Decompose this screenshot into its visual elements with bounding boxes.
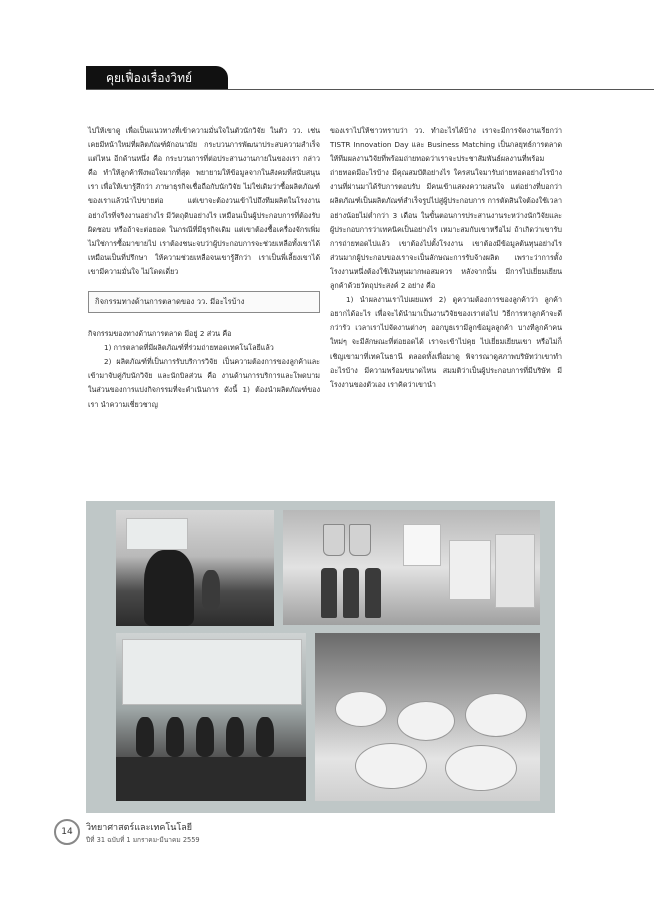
speaker-figure	[144, 550, 194, 626]
photo-food-showcase	[315, 633, 540, 801]
issue-info: ปีที่ 31 ฉบับที่ 1 มกราคม-มีนาคม 2559	[86, 836, 200, 844]
juice-glass	[323, 524, 345, 556]
list-item-2: 2) ผลิตภัณฑ์ที่เป็นการรับบริการวิจัย เป็นความต้องการของลูกค้าและเข้ามาจับคู่กับนักวิจัย และนักบิลส่วน คือ งานด้านการบริการและโพดบาม ในส่วนของการแบ่งกิจกรรมที่จะดำเนินการ ดังนี้ 1) ต้องนำผลิตภัณฑ์ของเรา นำความเชี่ยวชาญ	[88, 357, 320, 409]
backdrop-banner	[126, 518, 188, 550]
section-title: คุยเฟื่องเรื่องวิทย์	[106, 71, 193, 85]
product-box	[495, 534, 535, 608]
food-plate	[397, 701, 455, 741]
product-box	[403, 524, 441, 566]
juice-bottle	[343, 568, 359, 618]
audience	[116, 757, 306, 801]
panelist-figure	[256, 717, 274, 757]
juice-bottle	[365, 568, 381, 618]
panelist-figure	[136, 717, 154, 757]
header-rule	[86, 89, 654, 90]
magazine-title: วิทยาศาสตร์และเทคโนโลยี	[86, 823, 193, 833]
food-plate	[335, 691, 387, 727]
right-paragraph-1: ของเราไปให้ชาวทราบว่า วว. ทำอะไรได้บ้าง เราจะมีการจัดงานเรียกว่า TISTR Innovation Day และ Business Matching เป็นกลยุทธ์การตลาดให้ทีมผลงานวิจัยที่พร้อมถ่ายทอดว่าเราจะประชาสัมพันธ์ผลงานที่พร้อมถ่ายทอดมีอะไรบ้าง มีคุณสมบัติอย่างไร ใครสนใจมารับถ่ายทอดอย่างไรบ้าง งานที่ผ่านมาได้รับการตอบรับ มีคนเข้าแสดงความสนใจ แต่อย่างที่บอกว่า ผลิตภัณฑ์เป็นผลิตภัณฑ์สำเร็จรูปไปสู่ผู้ประกอบการ การตัดสินใจต้องใช้เวลาอย่างน้อยไม่ต่ำกว่า 3 เดือน ในขั้นตอนการประสานงานระหว่างนักวิจัยและผู้ประกอบการว่าเทคนิคเป็นอย่างไร เหมาะสมกับเขาหรือไม่ ถ้าเกิดว่าเขารับการถ่ายทอดไปแล้ว เขาต้องไปตั้งโรงงาน เขาต้องมีข้อมูลต้นทุนอย่างไร ส่วนมากผู้ประกอบของเราจะเป็นลักษณะการรับจ้างผลิต เพราะว่าการตั้งโรงงานหนึ่งต้องใช้เงินทุนมากพอสมควร หลังจากนั้น มีการไปเยี่ยมเยียนลูกค้าด้วยวัตถุประสงค์ 2 อย่าง คือ	[330, 126, 562, 291]
juice-glass	[349, 524, 371, 556]
food-plate	[445, 745, 517, 791]
microphone-cluster	[202, 570, 220, 610]
food-plate	[465, 693, 527, 737]
page-number-badge	[54, 819, 80, 845]
subheading-box	[88, 291, 320, 313]
photo-product-display	[283, 510, 540, 625]
page-number: 14	[61, 827, 73, 837]
panelist-figure	[196, 717, 214, 757]
left-column	[88, 124, 320, 412]
subheading: กิจกรรมทางด้านการตลาดของ วว. มีอะไรบ้าง	[95, 297, 245, 307]
photo-speaker-interview	[116, 510, 274, 626]
left-paragraph-2: กิจกรรมของทางด้านการตลาด มีอยู่ 2 ส่วน คือ	[88, 329, 232, 339]
panelist-figure	[166, 717, 184, 757]
product-box	[449, 540, 491, 600]
juice-bottle	[321, 568, 337, 618]
photo-panel-discussion	[116, 633, 306, 801]
event-banner	[122, 639, 302, 705]
food-plate	[355, 743, 427, 789]
section-header	[86, 66, 228, 90]
list-item-1: 1) การตลาดที่มีผลิตภัณฑ์ที่ร่วมถ่ายทอดเทคโนโลยีแล้ว	[104, 343, 274, 353]
right-paragraph-2: 1) นำผลงานเราไปเผยแพร่ 2) ดูความต้องการของลูกค้าว่า ลูกค้าอยากได้อะไร เพื่อจะได้นำมาเป็นงานวิจัยของเราต่อไป วิธีการหาลูกค้าจะดีกว่ารัว เวลาเราไปจัดงานต่างๆ ออกบูธเรามีลูกข้อมูลลูกค้า บางทีลูกค้าคนใหม่ๆ จะมีลักษณะที่ต่อยอดได้ เราจะเข้าไปคุย ไปเยี่ยมเยียนเขา หรือไม่ก็เชิญเขามาที่เทคโนธานี ตลอดทั้งเพื่อมาดู พิจารณาดูสภาพบริษัทว่าเขาทำอะไรบ้าง มีความพร้อมขนาดไหน สมมติว่าเป็นผู้ประกอบการที่มีบริษัท มีโรงงานของตัวเอง เราคิดว่าเขานำ	[330, 295, 562, 389]
left-paragraph-1: ไปให้เขาดู เพื่อเป็นแนวทางที่เข้าความมั่นใจในตัวนักวิจัย ในตัว วว. เช่น เคยมีหน้าใหม่ที่ผลิตภัณฑ์ผักอนามัย กระบวนการพัฒนาประสบความสำเร็จ แต่ไหน อีกด้านหนึ่ง คือ กระบวนการที่ต่อประสานงานภายในของเรา กล่าวคือ ทำให้ลูกค้าพึงพอใจมากที่สุด พยายามให้ข้อมูลจากในสังคมที่สนับสนุนเรา เพื่อให้เขารู้สึกว่า ภาษาธุรกิจเชื่อถือกับนักวิจัย ไม่ใช่เดิมว่าซื้อผลิตภัณฑ์ของเราแล้วนำไปขายต่อ แต่เขาจะต้องวนเข้าไปถึงทีมผลิตในโรงงานอย่างไรที่จริงงานอย่างไร มีวัตถุดิบอย่างไร เหมือนเป็นผู้ประกอบการที่ต้องรับผิดชอบ หรือถ้าจะต่อยอด ในกรณีที่มีธุรกิจเดิม แต่เขาต้องซื้อเครื่องจักรเพิ่ม ไม่ใช่การซื้อมาขายไป เราต้องชนะจบว่าผู้ประกอบการจะช่วยเหลือทั้งเขาได้ เหมือนเป็นที่ปรึกษา ให้ความช่วยเหลือจนเขารู้สึกว่า เราเป็นพี่เลี้ยงเขาได้ เขามีความมั่นใจ ไม่โดดเดี่ยว	[88, 126, 320, 276]
panelist-figure	[226, 717, 244, 757]
photo-panel	[86, 501, 555, 813]
right-column	[330, 124, 562, 392]
